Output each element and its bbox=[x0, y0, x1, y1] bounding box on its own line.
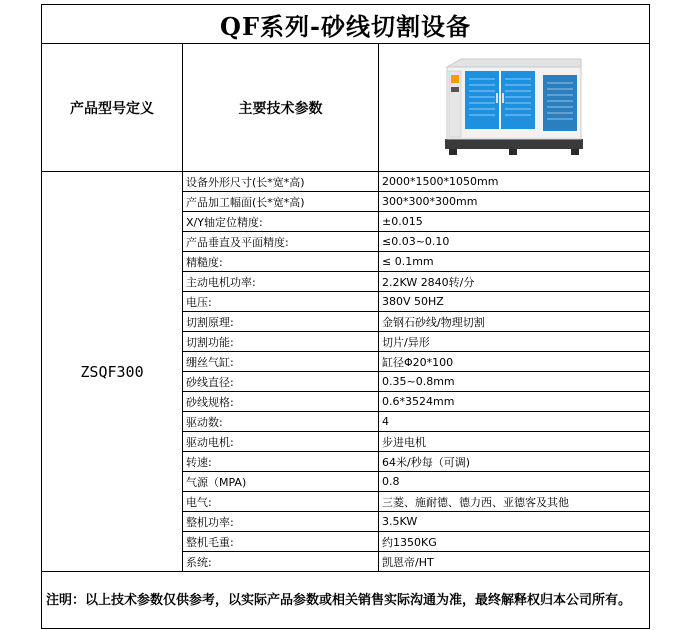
spec-row bbox=[42, 172, 650, 192]
spec-param-value: 0.8 bbox=[379, 472, 650, 492]
title-row bbox=[42, 5, 650, 44]
spec-param-label: 整机毛重: bbox=[183, 532, 379, 552]
spec-param-label: 转速: bbox=[183, 452, 379, 472]
spec-param-label: 主动电机功率: bbox=[183, 272, 379, 292]
header-model-definition: 产品型号定义 bbox=[42, 44, 183, 172]
product-image-cell bbox=[379, 44, 650, 172]
spec-param-value: 凯恩帝/HT bbox=[379, 552, 650, 572]
spec-param-label: 驱动电机: bbox=[183, 432, 379, 452]
model-number: ZSQF300 bbox=[42, 172, 183, 572]
spec-param-label: 电气: bbox=[183, 492, 379, 512]
spec-param-value: 2.2KW 2840转/分 bbox=[379, 272, 650, 292]
spec-param-value: 三菱、施耐德、德力西、亚德客及其他 bbox=[379, 492, 650, 512]
spec-param-value: 2000*1500*1050mm bbox=[379, 172, 650, 192]
spec-param-value: 300*300*300mm bbox=[379, 192, 650, 212]
spec-param-value: ≤0.03~0.10 bbox=[379, 232, 650, 252]
spec-param-label: 产品加工幅面(长*宽*高) bbox=[183, 192, 379, 212]
spec-param-value: 4 bbox=[379, 412, 650, 432]
spec-param-value: 缸径Φ20*100 bbox=[379, 352, 650, 372]
spec-param-label: 整机功率: bbox=[183, 512, 379, 532]
spec-param-value: 380V 50HZ bbox=[379, 292, 650, 312]
spec-param-label: 切割原理: bbox=[183, 312, 379, 332]
spec-param-value: 切片/异形 bbox=[379, 332, 650, 352]
spec-param-value: 3.5KW bbox=[379, 512, 650, 532]
note-row bbox=[42, 572, 650, 629]
spec-param-label: 设备外形尺寸(长*宽*高) bbox=[183, 172, 379, 192]
spec-param-label: 切割功能: bbox=[183, 332, 379, 352]
spec-param-label: 产品垂直及平面精度: bbox=[183, 232, 379, 252]
spec-param-label: 砂线直径: bbox=[183, 372, 379, 392]
spec-table bbox=[41, 4, 650, 629]
wire-saw-machine-icon bbox=[439, 53, 589, 163]
header-main-parameters: 主要技术参数 bbox=[183, 44, 379, 172]
spec-param-label: X/Y轴定位精度: bbox=[183, 212, 379, 232]
spec-param-label: 电压: bbox=[183, 292, 379, 312]
header-row bbox=[42, 44, 650, 172]
spec-param-label: 绷丝气缸: bbox=[183, 352, 379, 372]
disclaimer-note: 注明：以上技术参数仅供参考，以实际产品参数或相关销售实际沟通为准，最终解释权归本公司所有。 bbox=[42, 572, 650, 629]
spec-param-label: 驱动数: bbox=[183, 412, 379, 432]
spec-table-body bbox=[42, 5, 650, 629]
spec-param-label: 砂线规格: bbox=[183, 392, 379, 412]
spec-param-value: 约1350KG bbox=[379, 532, 650, 552]
spec-param-label: 气源（MPA) bbox=[183, 472, 379, 492]
spec-param-value: 64米/秒每（可调) bbox=[379, 452, 650, 472]
spec-param-value: 0.6*3524mm bbox=[379, 392, 650, 412]
spec-param-value: 0.35~0.8mm bbox=[379, 372, 650, 392]
spec-param-value: 步进电机 bbox=[379, 432, 650, 452]
page-title: QF系列-砂线切割设备 bbox=[42, 5, 650, 44]
spec-param-value: ±0.015 bbox=[379, 212, 650, 232]
spec-param-label: 系统: bbox=[183, 552, 379, 572]
spec-param-value: ≤ 0.1mm bbox=[379, 252, 650, 272]
spec-param-label: 精糙度: bbox=[183, 252, 379, 272]
spec-param-value: 金钢石砂线/物理切割 bbox=[379, 312, 650, 332]
